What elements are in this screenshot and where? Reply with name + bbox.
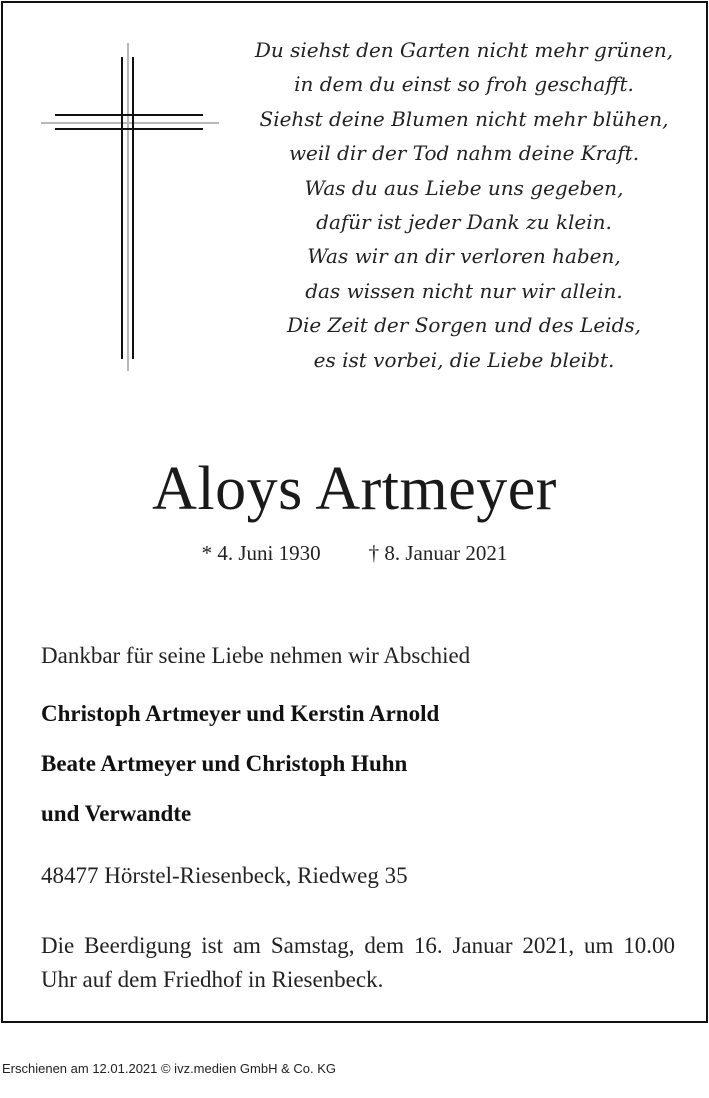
cross-icon xyxy=(41,43,219,371)
poem-line: Siehst deine Blumen nicht mehr blühen, xyxy=(259,106,669,131)
poem-line: Du siehst den Garten nicht mehr grünen, xyxy=(254,38,674,62)
obituary-notice xyxy=(1,1,708,1023)
death-date: † 8. Januar 2021 xyxy=(368,541,508,565)
poem xyxy=(233,33,695,377)
poem-line: Was wir an dir verloren haben, xyxy=(307,244,621,269)
poem-line: es ist vorbei, die Liebe bleibt. xyxy=(313,347,615,372)
poem-line: Was du aus Liebe uns gegeben, xyxy=(304,175,624,200)
family-list xyxy=(41,689,681,839)
poem-line: dafür ist jeder Dank zu klein. xyxy=(316,210,612,235)
birth-date: * 4. Juni 1930 xyxy=(201,541,321,565)
poem-line: in dem du einst so froh geschafft. xyxy=(294,72,634,97)
family-member-line: und Verwandte xyxy=(41,801,192,826)
deceased-name: Aloys Artmeyer xyxy=(152,455,557,523)
poem-line: Die Zeit der Sorgen und des Leids, xyxy=(286,313,641,338)
address: 48477 Hörstel-Riesenbeck, Riedweg 35 xyxy=(41,863,408,888)
farewell-intro: Dankbar für seine Liebe nehmen wir Abschied xyxy=(41,643,471,668)
family-member-line: Beate Artmeyer und Christoph Huhn xyxy=(41,751,408,776)
life-dates xyxy=(3,539,706,567)
poem-line: das wissen nicht nur wir allein. xyxy=(305,278,623,303)
family-member-line: Christoph Artmeyer und Kerstin Arnold xyxy=(41,701,440,726)
funeral-info: Die Beerdigung ist am Samstag, dem 16. Januar 2021, um 10.00 Uhr auf dem Friedhof in Riesenbeck. xyxy=(41,933,675,992)
poem-line: weil dir der Tod nahm deine Kraft. xyxy=(288,141,640,166)
publication-footer: Erschienen am 12.01.2021 © ivz.medien GmbH & Co. KG xyxy=(2,1061,337,1076)
